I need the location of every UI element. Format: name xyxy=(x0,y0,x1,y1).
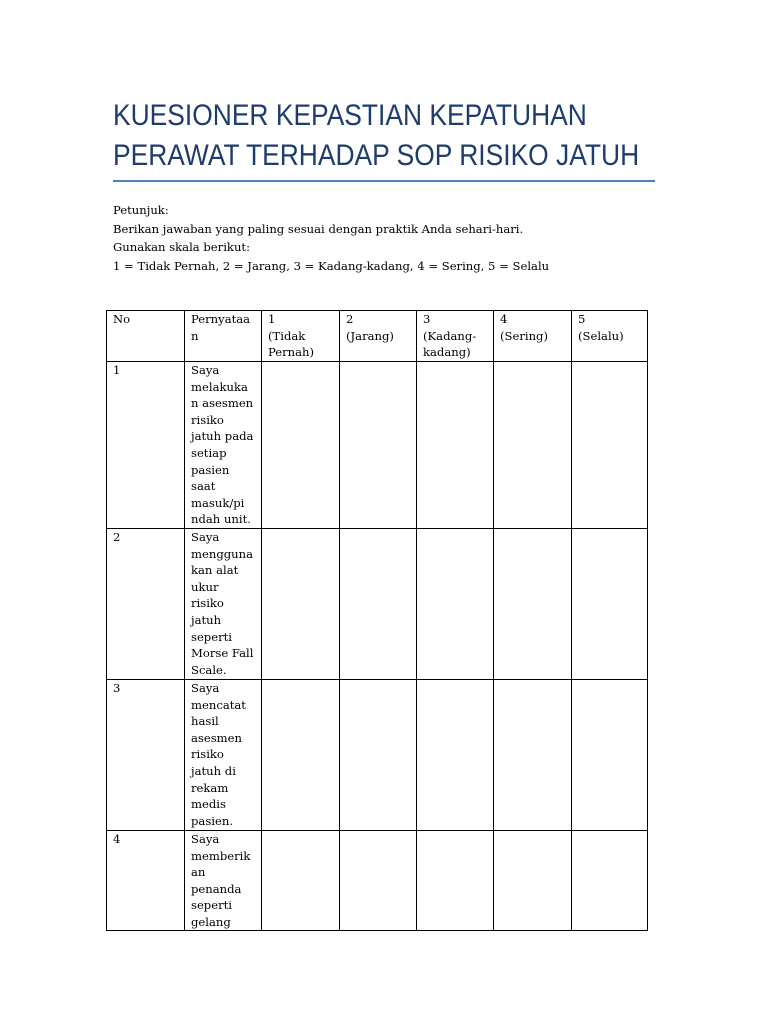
statement-text: Saya mencatat hasil asesmen risiko jatuh di rekam medis pasien. xyxy=(185,680,262,831)
answer-cell-1 xyxy=(262,362,340,529)
answer-cell-5 xyxy=(572,680,648,831)
answer-cell-5 xyxy=(572,529,648,680)
statement-text: Saya memberik an penanda seperti gelang xyxy=(185,831,262,931)
header-scale-3: 3 (Kadang- kadang) xyxy=(417,311,494,362)
row-number: 1 xyxy=(107,362,185,529)
answer-cell-3 xyxy=(417,680,494,831)
header-scale-2: 2 (Jarang) xyxy=(340,311,417,362)
scale-legend: 1 = Tidak Pernah, 2 = Jarang, 3 = Kadang-kadang, 4 = Sering, 5 = Selalu xyxy=(113,259,550,274)
answer-cell-4 xyxy=(494,529,572,680)
answer-cell-3 xyxy=(417,831,494,931)
answer-cell-4 xyxy=(494,680,572,831)
answer-cell-4 xyxy=(494,831,572,931)
header-scale-4: 4 (Sering) xyxy=(494,311,572,362)
header-scale-1: 1 (Tidak Pernah) xyxy=(262,311,340,362)
answer-cell-4 xyxy=(494,362,572,529)
answer-cell-3 xyxy=(417,529,494,680)
answer-cell-2 xyxy=(340,680,417,831)
answer-cell-2 xyxy=(340,831,417,931)
answer-cell-5 xyxy=(572,362,648,529)
statement-text: Saya mengguna kan alat ukur risiko jatuh seperti Morse Fall Scale. xyxy=(185,529,262,680)
instructions-text: Berikan jawaban yang paling sesuai dengan praktik Anda sehari-hari. xyxy=(113,221,524,236)
instructions-label: Petunjuk: xyxy=(113,203,169,217)
table-row xyxy=(107,362,648,529)
row-number: 4 xyxy=(107,831,185,931)
scale-intro: Gunakan skala berikut: xyxy=(113,240,250,255)
table-row xyxy=(107,529,648,680)
answer-cell-2 xyxy=(340,362,417,529)
answer-cell-2 xyxy=(340,529,417,680)
header-scale-5: 5 (Selalu) xyxy=(572,311,648,362)
row-number: 2 xyxy=(107,529,185,680)
document-title: KUESIONER KEPASTIAN KEPATUHAN PERAWAT TERHADAP SOP RISIKO JATUH xyxy=(113,99,640,172)
table-row xyxy=(107,680,648,831)
header-statement: Pernyataa n xyxy=(185,311,262,362)
answer-cell-1 xyxy=(262,831,340,931)
row-number: 3 xyxy=(107,680,185,831)
title-underline-rule xyxy=(113,180,655,182)
instructions-block xyxy=(113,201,673,276)
questionnaire-table xyxy=(106,310,648,931)
table-header-row xyxy=(107,311,648,362)
statement-text: Saya melakuka n asesmen risiko jatuh pada setiap pasien saat masuk/pi ndah unit. xyxy=(185,362,262,529)
answer-cell-1 xyxy=(262,529,340,680)
table-row xyxy=(107,831,648,931)
answer-cell-5 xyxy=(572,831,648,931)
answer-cell-1 xyxy=(262,680,340,831)
answer-cell-3 xyxy=(417,362,494,529)
header-no: No xyxy=(107,311,185,362)
